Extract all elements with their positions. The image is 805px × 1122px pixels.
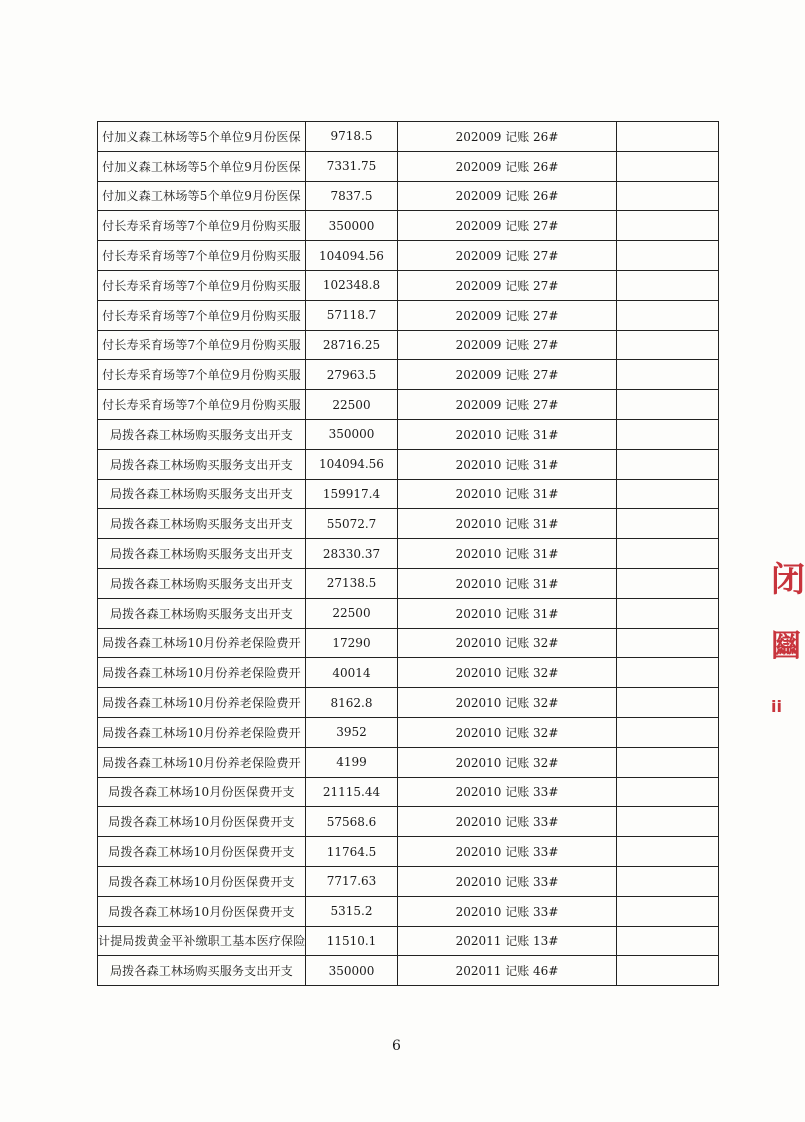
note-cell: [617, 509, 719, 539]
amount-cell: 28330.37: [306, 539, 398, 569]
page-number: 6: [392, 1038, 401, 1054]
table-row: [98, 122, 719, 152]
amount-cell: 350000: [306, 956, 398, 986]
red-seal-fragment: 闭: [771, 560, 805, 600]
voucher-cell: 202010 记账 33#: [398, 837, 617, 867]
amount-cell: 7331.75: [306, 151, 398, 181]
note-cell: [617, 539, 719, 569]
voucher-cell: 202009 记账 27#: [398, 241, 617, 271]
description-cell: 局拨各森工林场10月份养老保险费开: [98, 717, 306, 747]
note-cell: [617, 360, 719, 390]
description-cell: 局拨各森工林场10月份养老保险费开: [98, 747, 306, 777]
description-cell: 付长寿采育场等7个单位9月份购买服: [98, 241, 306, 271]
note-cell: [617, 479, 719, 509]
description-cell: 付长寿采育场等7个单位9月份购买服: [98, 211, 306, 241]
note-cell: [617, 747, 719, 777]
voucher-cell: 202010 记账 32#: [398, 717, 617, 747]
amount-cell: 22500: [306, 390, 398, 420]
amount-cell: 57118.7: [306, 300, 398, 330]
table-row: [98, 449, 719, 479]
voucher-cell: 202010 记账 31#: [398, 568, 617, 598]
note-cell: [617, 419, 719, 449]
table-row: [98, 419, 719, 449]
table-row: [98, 509, 719, 539]
description-cell: 局拨各森工林场购买服务支出开支: [98, 568, 306, 598]
description-cell: 局拨各森工林场购买服务支出开支: [98, 539, 306, 569]
amount-cell: 3952: [306, 717, 398, 747]
description-cell: 局拨各森工林场购买服务支出开支: [98, 449, 306, 479]
ledger-table: [97, 121, 719, 986]
ledger-body: [98, 122, 719, 986]
description-cell: 付长寿采育场等7个单位9月份购买服: [98, 390, 306, 420]
table-row: [98, 658, 719, 688]
table-row: [98, 926, 719, 956]
table-row: [98, 717, 719, 747]
description-cell: 局拨各森工林场10月份养老保险费开: [98, 688, 306, 718]
table-row: [98, 777, 719, 807]
amount-cell: 7837.5: [306, 181, 398, 211]
note-cell: [617, 926, 719, 956]
table-row: [98, 390, 719, 420]
amount-cell: 350000: [306, 211, 398, 241]
amount-cell: 7717.63: [306, 866, 398, 896]
voucher-cell: 202010 记账 31#: [398, 509, 617, 539]
amount-cell: 57568.6: [306, 807, 398, 837]
note-cell: [617, 300, 719, 330]
note-cell: [617, 122, 719, 152]
amount-cell: 5315.2: [306, 896, 398, 926]
voucher-cell: 202009 记账 26#: [398, 181, 617, 211]
note-cell: [617, 151, 719, 181]
table-row: [98, 300, 719, 330]
amount-cell: 11510.1: [306, 926, 398, 956]
voucher-cell: 202010 记账 31#: [398, 598, 617, 628]
table-row: [98, 688, 719, 718]
table-row: [98, 360, 719, 390]
voucher-cell: 202009 记账 27#: [398, 300, 617, 330]
amount-cell: 21115.44: [306, 777, 398, 807]
description-cell: 局拨各森工林场购买服务支出开支: [98, 956, 306, 986]
table-row: [98, 896, 719, 926]
voucher-cell: 202010 记账 31#: [398, 449, 617, 479]
amount-cell: 9718.5: [306, 122, 398, 152]
note-cell: [617, 717, 719, 747]
table-row: [98, 211, 719, 241]
voucher-cell: 202009 记账 26#: [398, 151, 617, 181]
description-cell: 付加义森工林场等5个单位9月份医保: [98, 181, 306, 211]
description-cell: 局拨各森工林场购买服务支出开支: [98, 419, 306, 449]
table-row: [98, 270, 719, 300]
amount-cell: 104094.56: [306, 241, 398, 271]
voucher-cell: 202009 记账 27#: [398, 211, 617, 241]
note-cell: [617, 568, 719, 598]
voucher-cell: 202010 记账 32#: [398, 747, 617, 777]
table-row: [98, 807, 719, 837]
amount-cell: 28716.25: [306, 330, 398, 360]
note-cell: [617, 777, 719, 807]
amount-cell: 8162.8: [306, 688, 398, 718]
voucher-cell: 202010 记账 33#: [398, 866, 617, 896]
amount-cell: 11764.5: [306, 837, 398, 867]
table-row: [98, 181, 719, 211]
voucher-cell: 202011 记账 46#: [398, 956, 617, 986]
table-row: [98, 747, 719, 777]
table-row: [98, 330, 719, 360]
description-cell: 付加义森工林场等5个单位9月份医保: [98, 122, 306, 152]
voucher-cell: 202010 记账 32#: [398, 658, 617, 688]
description-cell: 局拨各森工林场10月份医保费开支: [98, 896, 306, 926]
table-row: [98, 241, 719, 271]
voucher-cell: 202009 记账 27#: [398, 390, 617, 420]
voucher-cell: 202010 记账 33#: [398, 777, 617, 807]
note-cell: [617, 270, 719, 300]
voucher-cell: 202010 记账 32#: [398, 688, 617, 718]
voucher-cell: 202010 记账 33#: [398, 896, 617, 926]
description-cell: 付长寿采育场等7个单位9月份购买服: [98, 330, 306, 360]
table-row: [98, 568, 719, 598]
table-row: [98, 837, 719, 867]
note-cell: [617, 330, 719, 360]
amount-cell: 55072.7: [306, 509, 398, 539]
voucher-cell: 202010 记账 32#: [398, 628, 617, 658]
description-cell: 局拨各森工林场购买服务支出开支: [98, 509, 306, 539]
note-cell: [617, 837, 719, 867]
description-cell: 局拨各森工林场10月份医保费开支: [98, 866, 306, 896]
amount-cell: 159917.4: [306, 479, 398, 509]
red-seal-fragment: 圝: [771, 629, 801, 664]
table-row: [98, 628, 719, 658]
amount-cell: 17290: [306, 628, 398, 658]
note-cell: [617, 211, 719, 241]
note-cell: [617, 688, 719, 718]
description-cell: 计提局拨黄金平补缴职工基本医疗保险: [98, 926, 306, 956]
description-cell: 局拨各森工林场10月份医保费开支: [98, 807, 306, 837]
note-cell: [617, 390, 719, 420]
description-cell: 局拨各森工林场10月份养老保险费开: [98, 628, 306, 658]
table-row: [98, 866, 719, 896]
table-row: [98, 151, 719, 181]
amount-cell: 4199: [306, 747, 398, 777]
description-cell: 付长寿采育场等7个单位9月份购买服: [98, 270, 306, 300]
voucher-cell: 202009 记账 27#: [398, 270, 617, 300]
note-cell: [617, 449, 719, 479]
table-row: [98, 479, 719, 509]
voucher-cell: 202010 记账 31#: [398, 539, 617, 569]
voucher-cell: 202010 记账 33#: [398, 807, 617, 837]
description-cell: 局拨各森工林场10月份医保费开支: [98, 837, 306, 867]
voucher-cell: 202011 记账 13#: [398, 926, 617, 956]
amount-cell: 22500: [306, 598, 398, 628]
table-row: [98, 539, 719, 569]
description-cell: 付长寿采育场等7个单位9月份购买服: [98, 360, 306, 390]
description-cell: 局拨各森工林场购买服务支出开支: [98, 479, 306, 509]
note-cell: [617, 628, 719, 658]
voucher-cell: 202009 记账 27#: [398, 330, 617, 360]
voucher-cell: 202009 记账 26#: [398, 122, 617, 152]
note-cell: [617, 658, 719, 688]
note-cell: [617, 241, 719, 271]
description-cell: 付长寿采育场等7个单位9月份购买服: [98, 300, 306, 330]
note-cell: [617, 896, 719, 926]
amount-cell: 27138.5: [306, 568, 398, 598]
amount-cell: 104094.56: [306, 449, 398, 479]
red-seal-fragment: ii: [771, 697, 782, 716]
amount-cell: 40014: [306, 658, 398, 688]
voucher-cell: 202010 记账 31#: [398, 479, 617, 509]
table-row: [98, 956, 719, 986]
amount-cell: 350000: [306, 419, 398, 449]
note-cell: [617, 956, 719, 986]
note-cell: [617, 598, 719, 628]
amount-cell: 27963.5: [306, 360, 398, 390]
voucher-cell: 202009 记账 27#: [398, 360, 617, 390]
description-cell: 局拨各森工林场购买服务支出开支: [98, 598, 306, 628]
note-cell: [617, 181, 719, 211]
table-row: [98, 598, 719, 628]
description-cell: 局拨各森工林场10月份医保费开支: [98, 777, 306, 807]
description-cell: 付加义森工林场等5个单位9月份医保: [98, 151, 306, 181]
amount-cell: 102348.8: [306, 270, 398, 300]
voucher-cell: 202010 记账 31#: [398, 419, 617, 449]
description-cell: 局拨各森工林场10月份养老保险费开: [98, 658, 306, 688]
note-cell: [617, 866, 719, 896]
note-cell: [617, 807, 719, 837]
